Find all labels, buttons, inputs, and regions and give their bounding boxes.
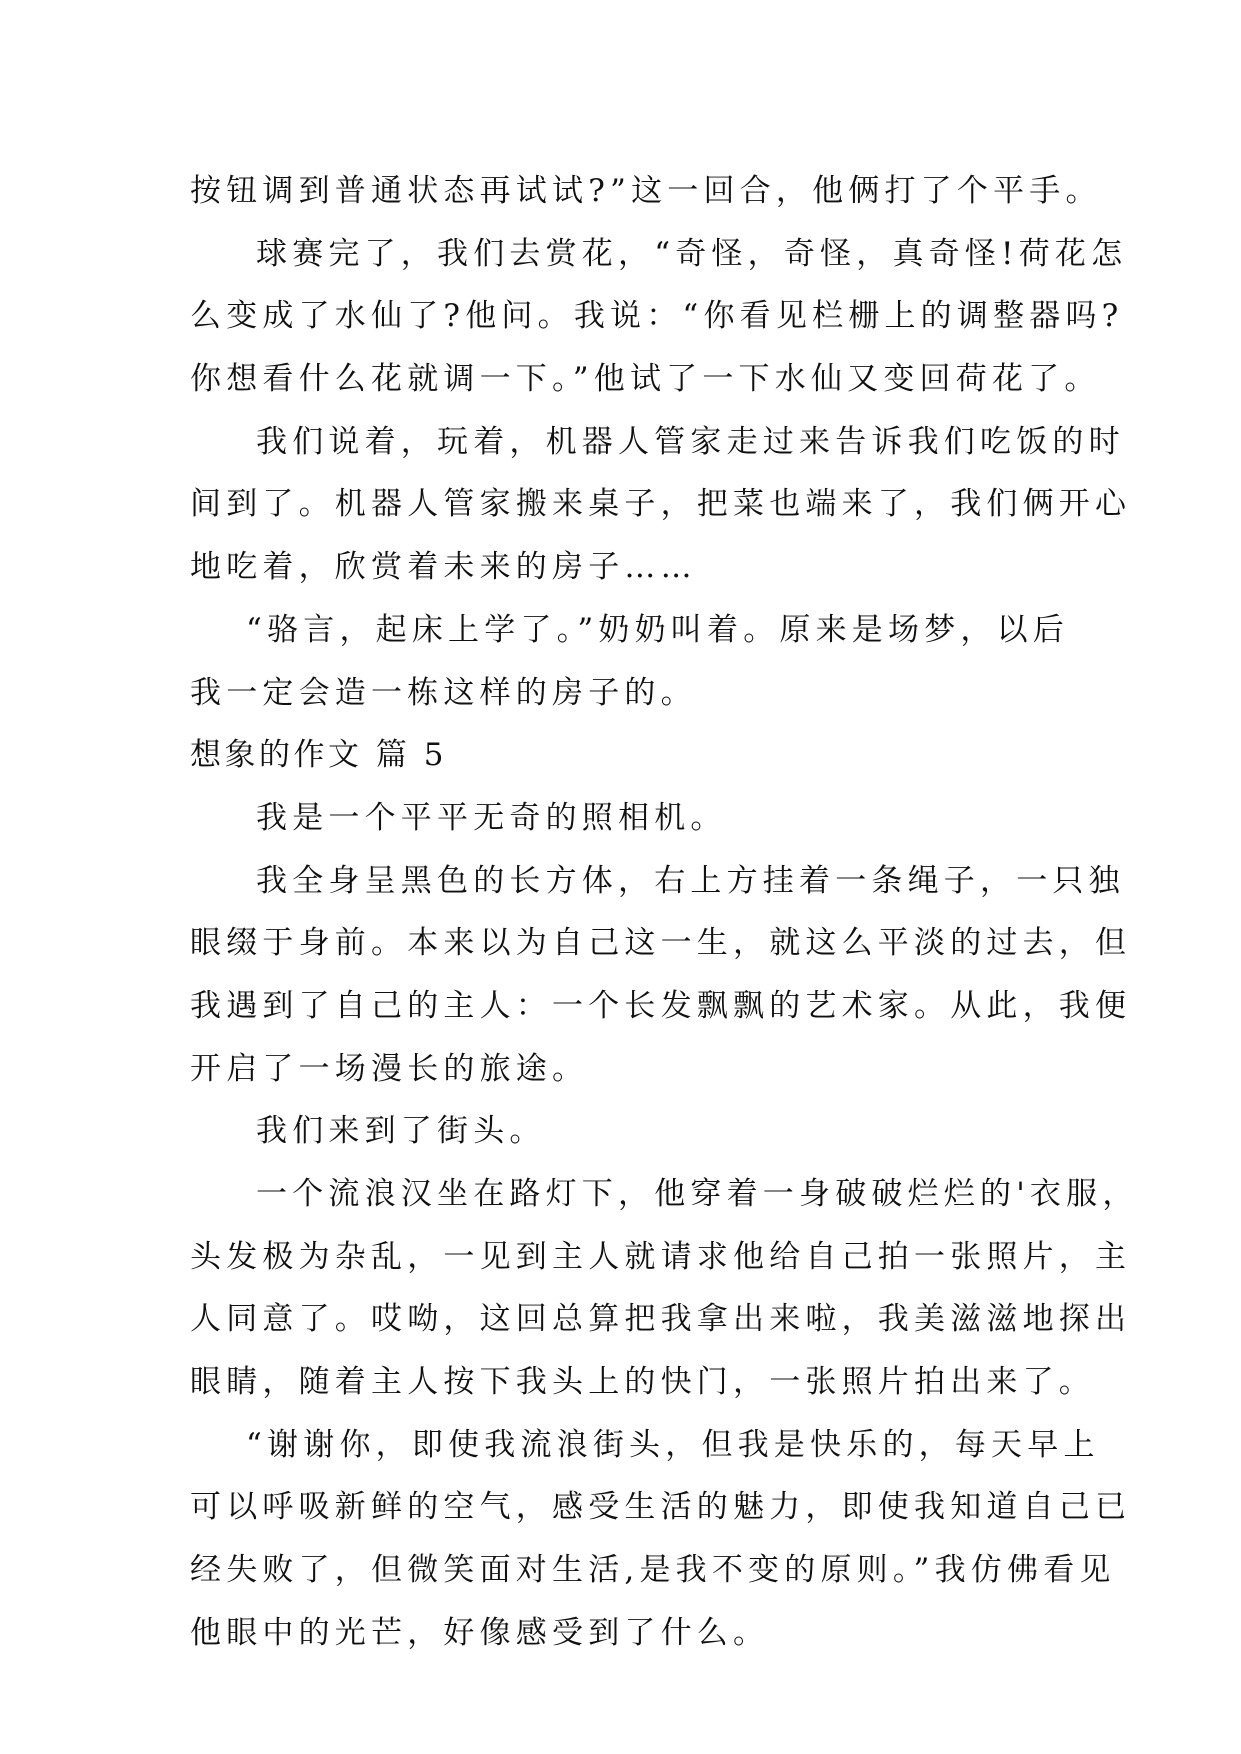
paragraph-line: 可以呼吸新鲜的空气，感受生活的魅力，即使我知道自己已 bbox=[190, 1489, 1132, 1526]
paragraph-line: 人同意了。哎呦，这回总算把我拿出来啦，我美滋滋地探出 bbox=[190, 1301, 1132, 1338]
paragraph-line: 我们说着，玩着，机器人管家走过来告诉我们吃饭的时 bbox=[256, 423, 1125, 460]
essay-body bbox=[190, 160, 1139, 1665]
paragraph-line: 眼睛，随着主人按下我头上的快门，一张照片拍出来了。 bbox=[190, 1364, 1095, 1401]
paragraph-line: 开启了一场漫长的旅途。 bbox=[190, 1050, 589, 1087]
paragraph-line: 眼缀于身前。本来以为自己这一生，就这么平淡的过去，但 bbox=[190, 925, 1132, 962]
section-heading: 想象的作文 篇 5 bbox=[190, 737, 447, 774]
paragraph-line: 按钮调到普通状态再试试?”这一回合，他俩打了个平手。 bbox=[190, 173, 1102, 209]
paragraph-line: 我们来到了街头。 bbox=[256, 1113, 546, 1150]
paragraph-line: 我是一个平平无奇的照相机。 bbox=[256, 799, 727, 836]
paragraph-line: 一个流浪汉坐在路灯下，他穿着一身破破烂烂的'衣服， bbox=[256, 1176, 1139, 1212]
paragraph-line: 我遇到了自己的主人：一个长发飘飘的艺术家。从此，我便 bbox=[190, 987, 1132, 1024]
paragraph-line: 球赛完了，我们去赏花，“奇怪，奇怪，真奇怪!荷花怎 bbox=[256, 235, 1128, 272]
paragraph-line: 你想看什么花就调一下。”他试了一下水仙又变回荷花了。 bbox=[190, 361, 1101, 398]
paragraph-line: “骆言，起床上学了。”奶奶叫着。原来是场梦，以后 bbox=[246, 611, 1069, 648]
paragraph-line: 头发极为杂乱，一见到主人就请求他给自己拍一张照片，主 bbox=[190, 1238, 1132, 1275]
paragraph-line: 我全身呈黑色的长方体，右上方挂着一条绳子，一只独 bbox=[256, 862, 1125, 899]
paragraph-line: 地吃着，欣赏着未来的房子…… bbox=[190, 549, 697, 586]
paragraph-line: 他眼中的光芒，好像感受到了什么。 bbox=[190, 1614, 770, 1651]
paragraph-line: “谢谢你，即使我流浪街头，但我是快乐的，每天早上 bbox=[246, 1426, 1100, 1463]
paragraph-line: 么变成了水仙了?他问。我说：“你看见栏栅上的调整器吗? bbox=[190, 298, 1124, 335]
paragraph-line: 经失败了，但微笑面对生活,是我不变的原则。”我仿佛看见 bbox=[190, 1552, 1116, 1589]
paragraph-line: 间到了。机器人管家搬来桌子，把菜也端来了，我们俩开心 bbox=[190, 486, 1132, 523]
paragraph-line: 我一定会造一栋这样的房子的。 bbox=[190, 674, 697, 711]
